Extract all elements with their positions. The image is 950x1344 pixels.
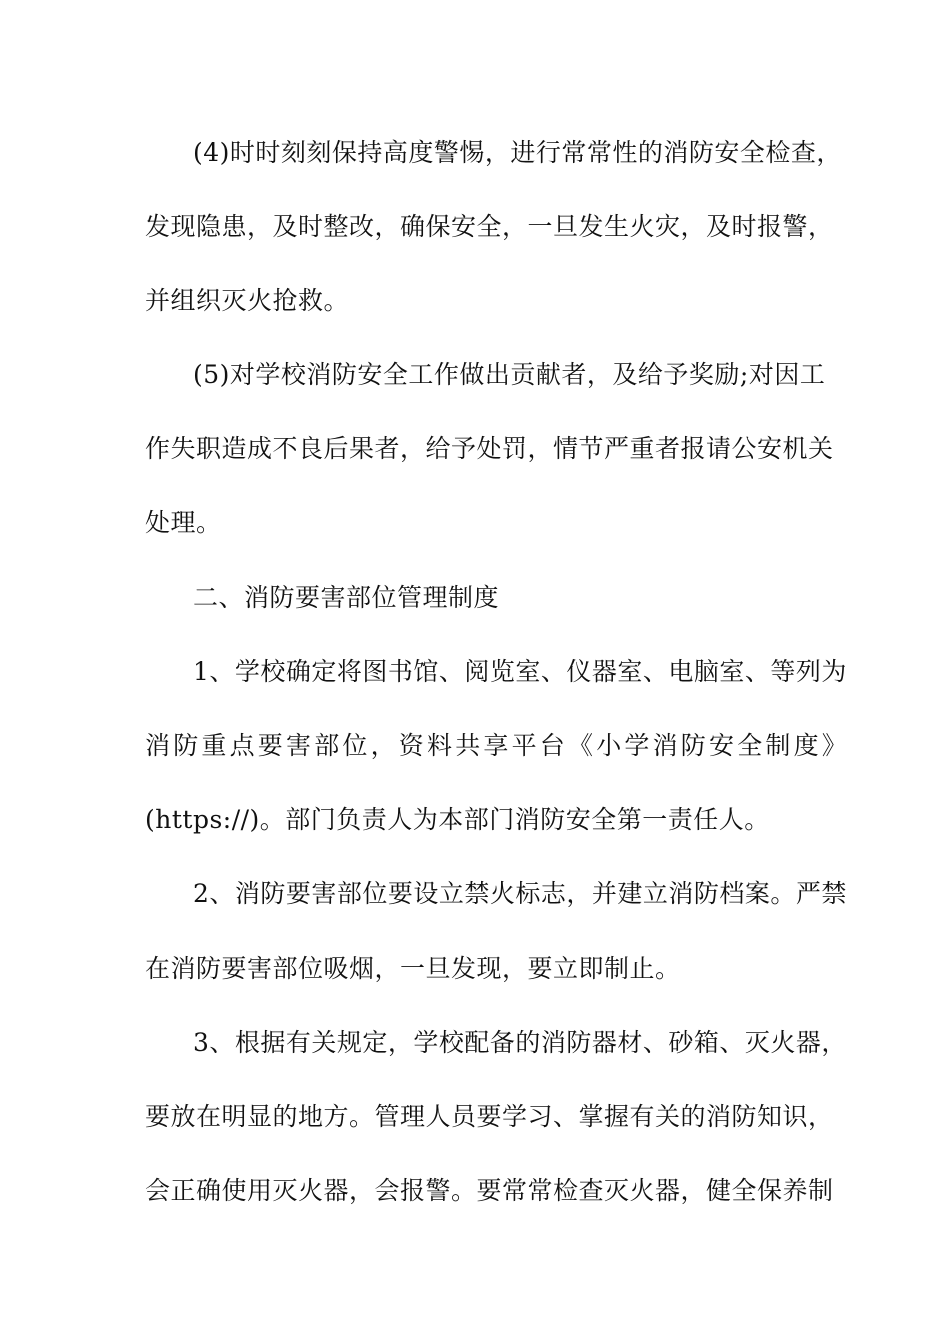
text-line: 1、学校确定将图书馆、阅览室、仪器室、电脑室、等列为 [193,657,847,686]
text-line: 并组织灭火抢救。 [145,286,350,315]
text-line: 作失职造成不良后果者，给予处罚，情节严重者报请公安机关 [145,434,834,463]
text-line: (https://)。部门负责人为本部门消防安全第一责任人。 [145,805,770,834]
text-line: (5)对学校消防安全工作做出贡献者，及给予奖励;对因工 [193,360,826,389]
section-heading: 二、消防要害部位管理制度 [193,583,500,612]
text-line: 在消防要害部位吸烟，一旦发现，要立即制止。 [145,954,681,983]
text-line: 3、根据有关规定，学校配备的消防器材、砂箱、灭火器， [193,1028,847,1057]
text-line: 2、消防要害部位要设立禁火标志，并建立消防档案。严禁 [193,879,847,908]
text-line: 会正确使用灭火器，会报警。要常常检查灭火器，健全保养制 [145,1176,834,1205]
text-line: 发现隐患，及时整改，确保安全，一旦发生火灾，及时报警， [145,212,834,241]
text-line: 处理。 [145,508,222,537]
text-line: 要放在明显的地方。管理人员要学习、掌握有关的消防知识， [145,1102,834,1131]
text-line: 消防重点要害部位，资料共享平台《小学消防安全制度》 [145,731,851,760]
text-line: (4)时时刻刻保持高度警惕，进行常常性的消防安全检查， [193,138,842,167]
